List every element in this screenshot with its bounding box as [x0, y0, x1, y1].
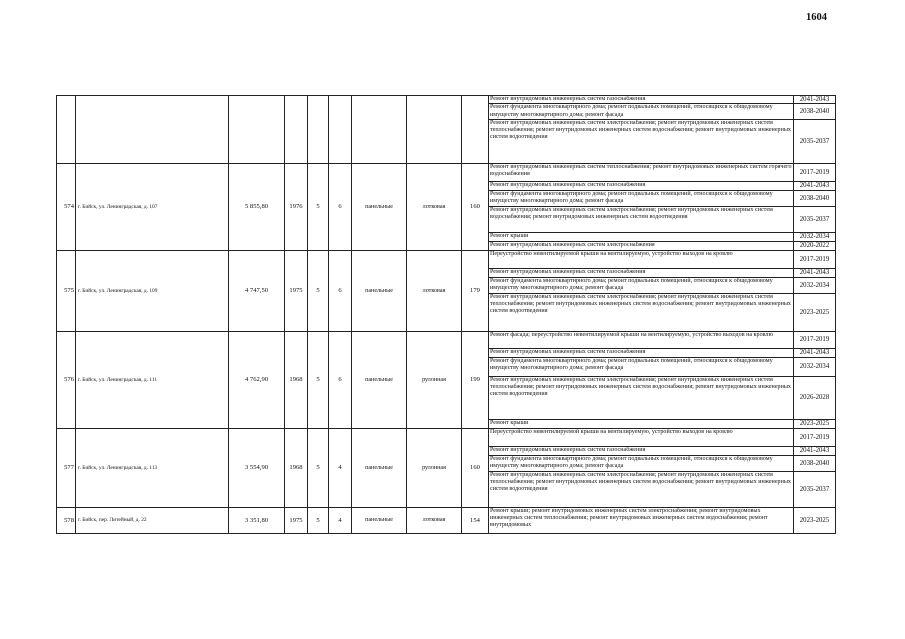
repair-period: 2038-2040 — [794, 104, 836, 120]
address: г. Бийск, ул. Ленинградская, д. 111 — [76, 331, 229, 428]
address: г. Бийск, ул. Ленинградская, д. 113 — [76, 428, 229, 507]
table-row — [57, 250, 836, 268]
capital-repair-table — [56, 95, 836, 534]
repair-work: Ремонт внутридомовых инженерных систем газоснабжения — [489, 348, 794, 357]
wall-material: панельные — [352, 507, 407, 533]
repair-work: Ремонт фундамента многоквартирного дома; ремонт подвальных помещений, относящихся к общедомовому имуществу многоквартирного дома; ремонт фасада — [489, 455, 794, 471]
repair-work: Ремонт фундамента многоквартирного дома; ремонт подвальных помещений, относящихся к общедомовому имуществу многоквартирного дома; ремонт фасада — [489, 190, 794, 206]
roof-type: лотковая — [407, 163, 462, 250]
build-year: 1976 — [285, 163, 308, 250]
total-area: 4 747,50 — [229, 250, 285, 331]
continued-entrances-count — [329, 96, 352, 164]
wall-material: панельные — [352, 250, 407, 331]
repair-period: 2023-2025 — [794, 507, 836, 533]
entrances-count: 6 — [329, 331, 352, 428]
wall-material: панельные — [352, 163, 407, 250]
continued-row-number — [57, 96, 76, 164]
entrances-count: 4 — [329, 507, 352, 533]
repair-work: Ремонт внутридомовых инженерных систем электроснабжения — [489, 241, 794, 250]
residents-count: 160 — [462, 163, 489, 250]
repair-period: 2017-2019 — [794, 163, 836, 181]
total-area: 4 762,90 — [229, 331, 285, 428]
residents-count: 179 — [462, 250, 489, 331]
repair-work: Ремонт внутридомовых инженерных систем электроснабжения; ремонт внутридомовых инженерных систем теплоснабжения; ремонт внутридомовых инженерных систем водоснабжения; ремонт внутридомовых инженерных систем водоотведения — [489, 376, 794, 419]
repair-work: Ремонт внутридомовых инженерных систем электроснабжения; ремонт внутридомовых инженерных систем теплоснабжения; ремонт внутридомовых инженерных систем водоснабжения; ремонт внутридомовых инженерных систем водоотведения — [489, 471, 794, 507]
table-row — [57, 96, 836, 104]
build-year: 1968 — [285, 331, 308, 428]
repair-period: 2041-2043 — [794, 96, 836, 104]
entrances-count: 6 — [329, 163, 352, 250]
repair-period: 2041-2043 — [794, 181, 836, 190]
table-row — [57, 163, 836, 181]
repair-work: Ремонт крыши — [489, 232, 794, 241]
row-number: 578 — [57, 507, 76, 533]
table-row — [57, 331, 836, 348]
wall-material: панельные — [352, 331, 407, 428]
repair-period: 2035-2037 — [794, 206, 836, 232]
total-area: 3 351,80 — [229, 507, 285, 533]
roof-type: лотковая — [407, 507, 462, 533]
row-number: 575 — [57, 250, 76, 331]
roof-type: рулонная — [407, 331, 462, 428]
repair-work: Ремонт фундамента многоквартирного дома; ремонт подвальных помещений, относящихся к общедомовому имуществу многоквартирного дома; ремонт фасада — [489, 277, 794, 293]
continued-total-area — [229, 96, 285, 164]
address: г. Бийск, пер. Литейный, д. 22 — [76, 507, 229, 533]
repair-work: Переустройство невентилируемой крыши на вентилируемую, устройство выходов на кровлю — [489, 428, 794, 446]
repair-work: Ремонт внутридомовых инженерных систем газоснабжения — [489, 96, 794, 104]
repair-work: Ремонт внутридомовых инженерных систем электроснабжения; ремонт внутридомовых инженерных систем теплоснабжения; ремонт внутридомовых инженерных систем водоснабжения; ремонт внутридомовых инженерных систем водоотведения — [489, 119, 794, 163]
entrances-count: 6 — [329, 250, 352, 331]
row-number: 577 — [57, 428, 76, 507]
repair-period: 2041-2043 — [794, 446, 836, 455]
repair-work: Ремонт внутридомовых инженерных систем газоснабжения — [489, 446, 794, 455]
repair-period: 2023-2025 — [794, 293, 836, 331]
repair-period: 2017-2019 — [794, 331, 836, 348]
repair-work: Ремонт внутридомовых инженерных систем электроснабжения; ремонт внутридомовых инженерных систем теплоснабжения; ремонт внутридомовых инженерных систем водоснабжения; ремонт внутридомовых инженерных систем водоотведения — [489, 293, 794, 331]
address: г. Бийск, ул. Ленинградская, д. 107 — [76, 163, 229, 250]
repair-period: 2020-2022 — [794, 241, 836, 250]
repair-period: 2035-2037 — [794, 471, 836, 507]
row-number: 576 — [57, 331, 76, 428]
continued-wall-material — [352, 96, 407, 164]
continued-residents-count — [462, 96, 489, 164]
build-year: 1968 — [285, 428, 308, 507]
repair-work: Ремонт крыши; ремонт внутридомовых инженерных систем электроснабжения; ремонт внутридомовых инженерных систем теплоснабжения; ремонт внутридомовых инженерных систем водоснабжения; ремонт внутридомовых — [489, 507, 794, 533]
floors-count: 5 — [308, 428, 329, 507]
repair-period: 2032-2034 — [794, 277, 836, 293]
repair-period: 2017-2019 — [794, 428, 836, 446]
repair-period: 2038-2040 — [794, 455, 836, 471]
repair-period: 2026-2028 — [794, 376, 836, 419]
continued-address — [76, 96, 229, 164]
table-row — [57, 428, 836, 446]
total-area: 3 554,90 — [229, 428, 285, 507]
repair-work: Ремонт фундамента многоквартирного дома; ремонт подвальных помещений, относящихся к общедомовому имуществу многоквартирного дома; ремонт фасада — [489, 104, 794, 120]
repair-period: 2023-2025 — [794, 419, 836, 428]
residents-count: 199 — [462, 331, 489, 428]
page-number: 1604 — [806, 12, 827, 23]
roof-type: рулонная — [407, 428, 462, 507]
build-year: 1975 — [285, 250, 308, 331]
continued-floors-count — [308, 96, 329, 164]
floors-count: 5 — [308, 507, 329, 533]
repair-period: 2032-2034 — [794, 357, 836, 376]
continued-roof-type — [407, 96, 462, 164]
repair-period: 2041-2043 — [794, 348, 836, 357]
table-row — [57, 507, 836, 533]
residents-count: 160 — [462, 428, 489, 507]
repair-work: Переустройство невентилируемой крыши на вентилируемую, устройство выходов на кровлю — [489, 250, 794, 268]
total-area: 5 855,80 — [229, 163, 285, 250]
floors-count: 5 — [308, 331, 329, 428]
wall-material: панельные — [352, 428, 407, 507]
floors-count: 5 — [308, 163, 329, 250]
repair-period: 2035-2037 — [794, 119, 836, 163]
repair-work: Ремонт внутридомовых инженерных систем газоснабжения — [489, 181, 794, 190]
floors-count: 5 — [308, 250, 329, 331]
entrances-count: 4 — [329, 428, 352, 507]
continued-build-year — [285, 96, 308, 164]
row-number: 574 — [57, 163, 76, 250]
build-year: 1975 — [285, 507, 308, 533]
repair-period: 2041-2043 — [794, 268, 836, 277]
roof-type: лотковая — [407, 250, 462, 331]
repair-work: Ремонт крыши — [489, 419, 794, 428]
repair-work: Ремонт внутридомовых инженерных систем газоснабжения — [489, 268, 794, 277]
repair-work: Ремонт внутридомовых инженерных систем электроснабжения; ремонт внутридомовых инженерных систем водоснабжения; ремонт внутридомовых инженерных систем водоотведения — [489, 206, 794, 232]
residents-count: 154 — [462, 507, 489, 533]
repair-period: 2032-2034 — [794, 232, 836, 241]
repair-work: Ремонт фундамента многоквартирного дома; ремонт подвальных помещений, относящихся к общедомовому имуществу многоквартирного дома; ремонт фасада — [489, 357, 794, 376]
repair-period: 2017-2019 — [794, 250, 836, 268]
address: г. Бийск, ул. Ленинградская, д. 109 — [76, 250, 229, 331]
repair-period: 2038-2040 — [794, 190, 836, 206]
repair-work: Ремонт фасада; переустройство невентилируемой крыши на вентилируемую, устройство выходов на кровлю — [489, 331, 794, 348]
repair-work: Ремонт внутридомовых инженерных систем теплоснабжения; ремонт внутридомовых инженерных систем горячего водоснабжения — [489, 163, 794, 181]
